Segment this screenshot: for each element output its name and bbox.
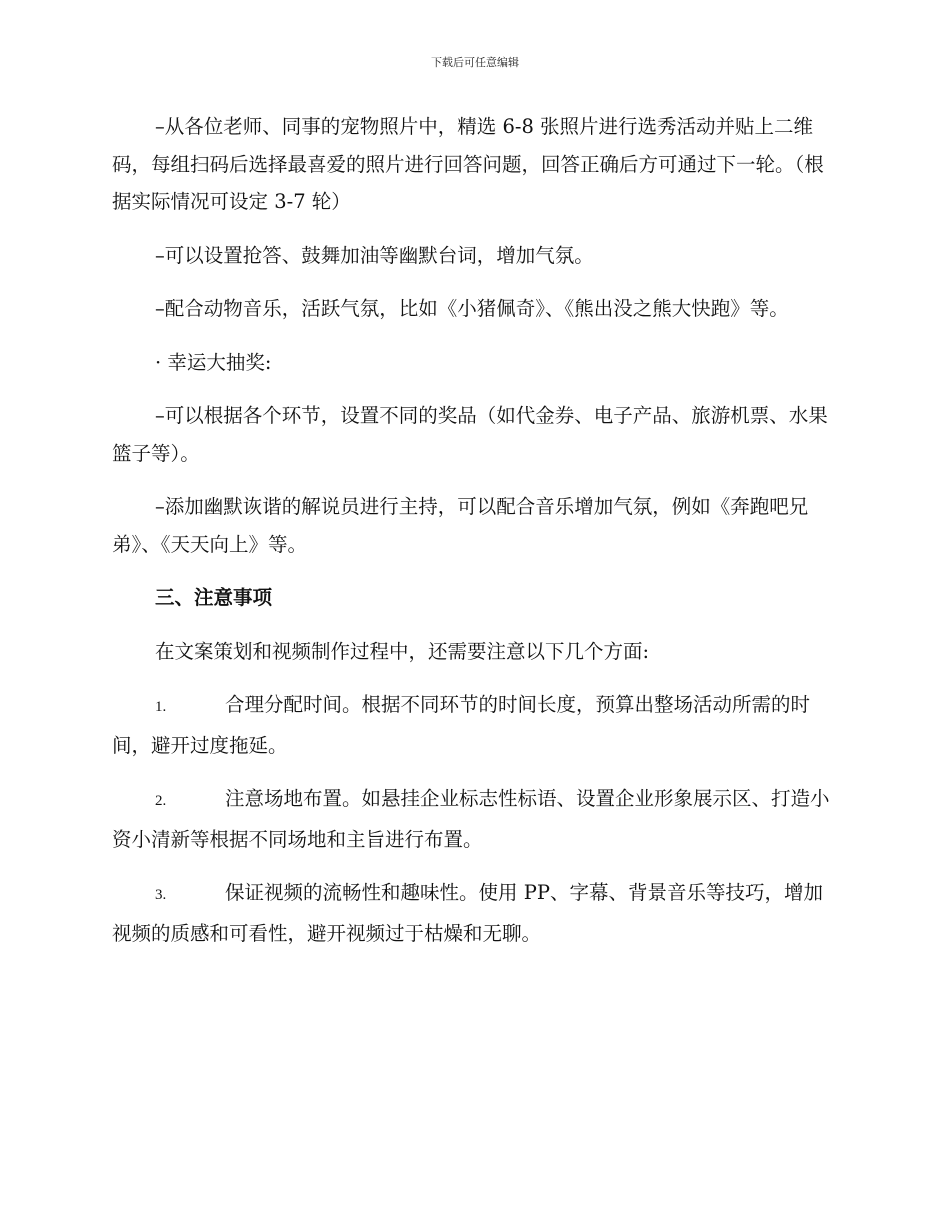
paragraph-lucky-draw-title: · 幸运大抽奖: <box>155 350 272 374</box>
document-body <box>112 108 838 968</box>
paragraph-commentator: –添加幽默诙谐的解说员进行主持，可以配合音乐增加气氛，例如《奔跑吧兄弟》、《天天向上》等。 <box>112 495 809 556</box>
paragraph-pet-photo-contest: –从各位老师、同事的宠物照片中，精选 6-8 张照片进行选秀活动并贴上二维码，每组扫码后选择最喜爱的照片进行回答问题，回答正确后方可通过下一轮。（根据实际情况可设定 3-7 轮） <box>112 115 824 213</box>
list-number: 2. <box>155 793 167 809</box>
list-number: 1. <box>155 699 167 715</box>
page-header: 下载后可任意编辑 <box>431 56 519 69</box>
paragraph-quick-answer: –可以设置抢答、鼓舞加油等幽默台词，增加气氛。 <box>155 243 594 267</box>
list-number: 3. <box>155 887 167 903</box>
section-intro: 在文案策划和视频制作过程中，还需要注意以下几个方面: <box>155 639 650 663</box>
paragraph-animal-music: –配合动物音乐，活跃气氛，比如《小猪佩奇》、《熊出没之熊大快跑》等。 <box>155 297 789 320</box>
list-text: 保证视频的流畅性和趣味性。使用 PP、字幕、背景音乐等技巧，增加视频的质感和可看性，避开视频过于枯燥和无聊。 <box>112 881 823 945</box>
section-title: 三、注意事项 <box>155 586 273 609</box>
list-text: 注意场地布置。如悬挂企业标志性标语、设置企业形象展示区、打造小资小清新等根据不同场地和主旨进行布置。 <box>112 787 830 851</box>
paragraph-prizes: –可以根据各个环节，设置不同的奖品（如代金券、电子产品、旅游机票、水果篮子等）。 <box>112 404 828 465</box>
list-item <box>112 686 838 764</box>
list-text: 合理分配时间。根据不同环节的时间长度，预算出整场活动所需的时间，避开过度拖延。 <box>112 693 811 757</box>
list-item <box>112 874 838 952</box>
list-item <box>112 780 838 858</box>
